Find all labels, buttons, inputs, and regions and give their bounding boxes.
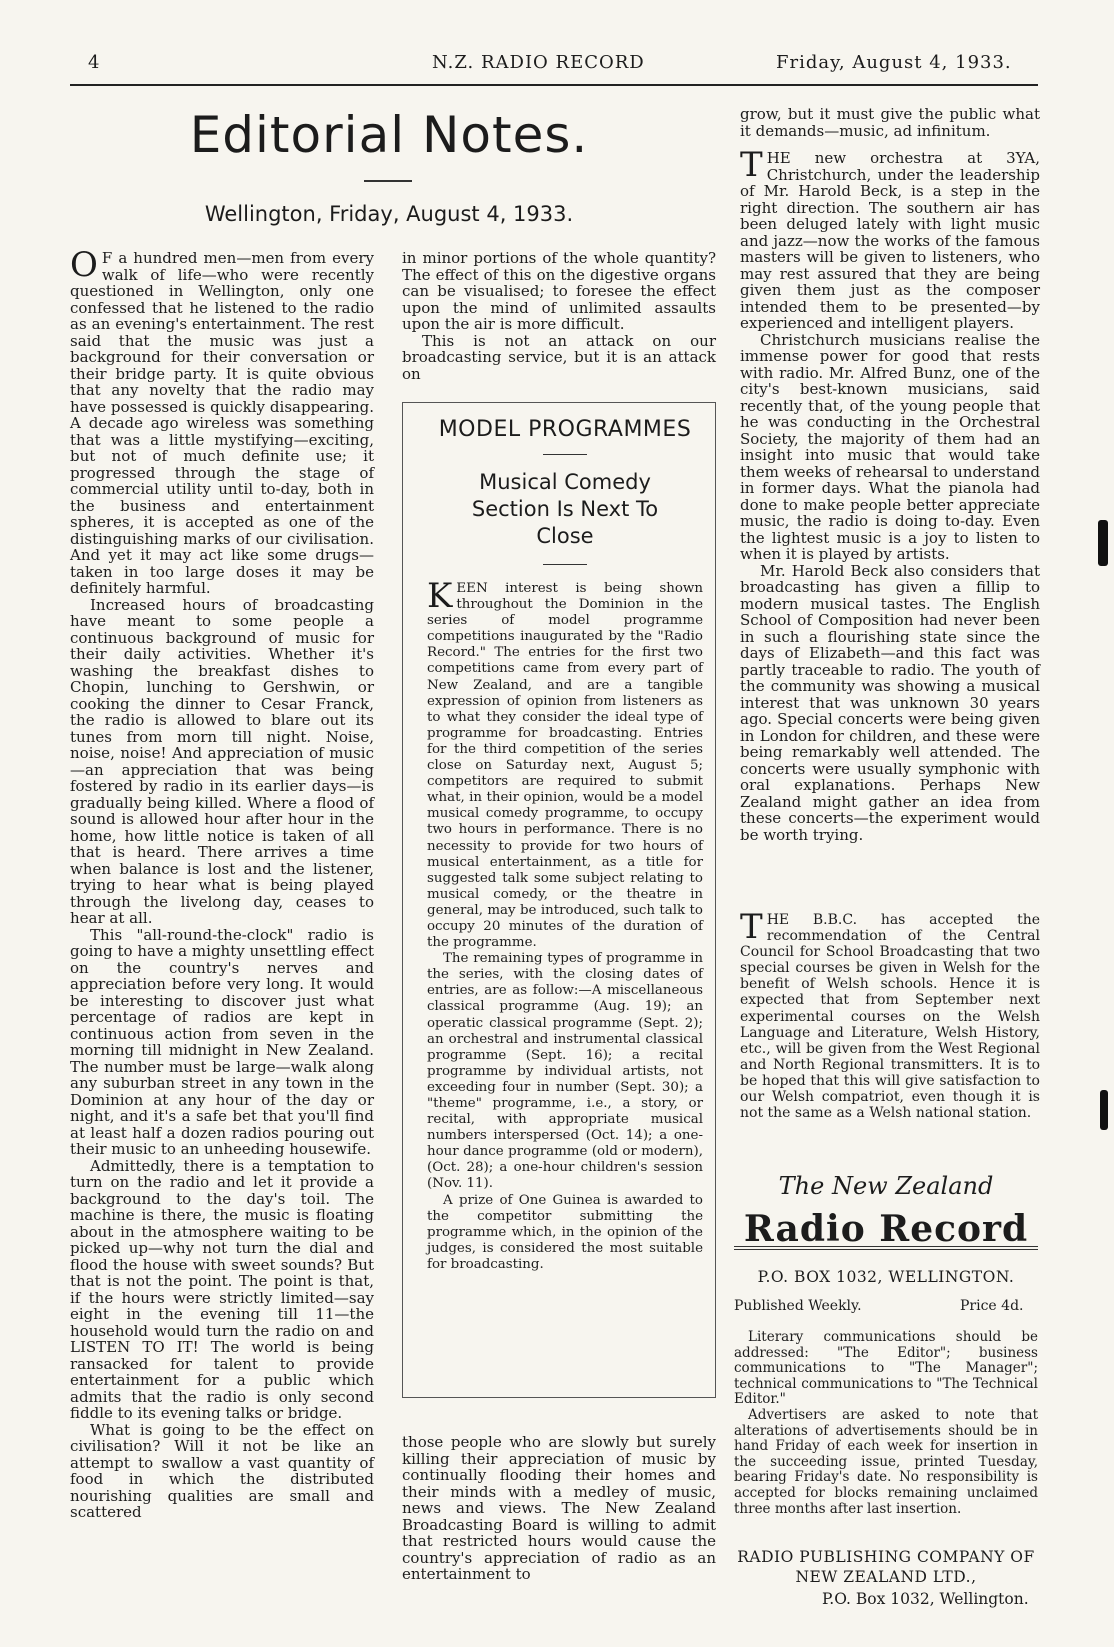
orchestra-paragraph: Mr. Harold Beck also considers that broadcasting has given a fillip to modern musical tastes. The English School of Composition had never been in such a flourishing state since the days of Elizabeth—and this fact was partly traceable to radio. The youth of the community was showing a musical interest that was unknown 30 years ago. Special concerts were being given in London for children, and these were being remarkably well attended. The concerts were usually symphonic with oral explanations. Perhaps New Zealand might gather an idea from these concerts—the experiment would be worth trying. <box>740 561 1040 844</box>
editorial-paragraph: those people who are slowly but surely killing their appreciation of music by continually flooding their homes and their minds with a medley of music, news and views. The New Zealand Broadcasting Board is willing to admit that restricted hours would cause the country's appreciation of radio as an entertainment to <box>402 1433 716 1583</box>
editorial-paragraph: This "all-round-the-clock" radio is going to have a mighty unsettling effect on the country's nerves and appreciation before very long. It would be interesting to discover just what percentage of radios are kept in continuous action from seven in the morning till midnight in New Zealand. The number must be large—walk along any suburban street in any town in the Dominion at any hour of the day or night, and it's a safe bet that you'll find at least half a dozen radios pouring out their music to an unheeding housewife. <box>70 925 374 1158</box>
editorial-title: Editorial Notes. <box>189 106 589 164</box>
publication-name: N.Z. RADIO RECORD <box>432 52 645 73</box>
editorial-paragraph: This is not an attack on our broadcasting service, but it is an attack on <box>402 331 716 383</box>
editorial-column-1 <box>70 245 374 1635</box>
masthead-the-new-zealand: The New Zealand <box>778 1172 994 1200</box>
box-paragraph: KEEN interest is being shown throughout the Dominion in the series of model programme competitions inaugurated by the "Radio Record." The entries for the first two competitions came from every part of New Zealand, and are a tangible expression of opinion from listeners as to what they consider the ideal type of programme for broadcasting. Entries for the third competition of the series close on Saturday next, August 5; competitors are required to submit what, in their opinion, would be a model musical comedy programme, to occupy two hours in performance. There is no necessity to provide for two hours of musical entertainment, as a title for suggested talk some subject relating to musical comedy, or the theatre in general, may be introduced, such talk to occupy 20 minutes of the duration of the programme. <box>427 576 703 951</box>
editorial-column-2-bottom <box>402 1434 716 1634</box>
model-programmes-subtitle: Musical Comedy Section Is Next To Close <box>471 470 659 548</box>
editorial-paragraph: Increased hours of broadcasting have meant to some people a continuous background of music for their daily activities. Whether it's washing the breakfast dishes to Chopin, lunching to Gershwin, or cooking the dinner to Cesar Franck, the radio is allowed to blare out its tunes from morn till night. Noise, noise, noise! And appreciation of music—an appreciation that was being fostered by radio in its earlier days—is gradually being killed. Where a flood of sound is allowed hour after hour in the home, how little notice is taken of all that is heard. There arrives a time when balance is lost and the listener, trying to hear what is being played through the livelong day, ceases to hear at all. <box>70 595 374 927</box>
page-number: 4 <box>88 52 101 73</box>
masthead-notices <box>734 1330 1038 1515</box>
masthead-price: Price 4d. <box>960 1298 1024 1314</box>
orchestra-paragraph: Christchurch musicians realise the immense power for good that rests with radio. Mr. Alfred Bunz, one of the city's best-known musicians, said recently that, of the young people that he was conducting in the Orchestral Society, the majority of them had an insight into music that would take them weeks of rehearsal to understand in former days. What the pianola had done to make people better appreciate music, the radio is doing to-day. Even the lightest music is a joy to listen to when it is played by artists. <box>740 330 1040 563</box>
orchestra-paragraph: THE new orchestra at 3YA, Christchurch, under the leadership of Mr. Harold Beck, is a step in the right direction. The southern air has been deluged lately with light music and jazz—now the works of the famous masters will be given to listeners, who may rest assured that they are being given them just as the composer intended them to be presented—by experienced and intelligent players. <box>740 145 1040 332</box>
editorial-paragraph: in minor portions of the whole quantity? The effect of this on the digestive organs can be visualised; to foresee the effect upon the mind of unlimited assaults upon the air is more difficult. <box>402 249 716 333</box>
masthead-published: Published Weekly. <box>734 1298 862 1314</box>
bbc-note <box>740 907 1040 1212</box>
box-divider <box>543 454 587 455</box>
masthead-notice: Advertisers are asked to note that alterations of advertisements should be in hand Friday of each week for insertion in the succeeding issue, printed Tuesday, bearing Friday's date. No responsibility is accepted for blocks remaining unclaimed three months after last insertion. <box>734 1406 1038 1517</box>
bbc-paragraph: THE B.B.C. has accepted the recommendation of the Central Council for School Broadcasting that two special courses be given in Welsh for the benefit of Welsh schools. Hence it is expected that from September next experimental courses on the Welsh Language and Literature, Welsh History, etc., will be given from the West Regional and North Regional transmitters. It is to be hoped that this will give satisfaction to our Welsh compatriot, even though it is not the same as a Welsh national station. <box>740 907 1040 1122</box>
masthead-po-box: P.O. BOX 1032, WELLINGTON. <box>757 1268 1015 1286</box>
issue-date: Friday, August 4, 1933. <box>776 52 1012 73</box>
model-programmes-box <box>402 402 716 1398</box>
header-rule <box>70 84 1038 86</box>
editorial-paragraph: Admittedly, there is a temptation to turn on the radio and let it provide a background to the day's toil. The machine is there, the music is floating about in the atmosphere waiting to be picked up—why not turn the dial and flood the house with sweet sounds? But that is not the point. The point is that, if the hours were strictly limited—say eight in the evening till 11—the household would turn the radio on and LISTEN TO IT! The world is being ransacked for talent to provide entertainment for a public which admits that the radio is only second fiddle to its evening talks or bridge. <box>70 1156 374 1422</box>
company-po-box: P.O. Box 1032, Wellington. <box>822 1590 1029 1608</box>
editorial-paragraph: What is going to be the effect on civilisation? Will it not be like an attempt to swallow a vast quantity of food in which the distributed nourishing qualities are small and scattered <box>70 1420 374 1521</box>
masthead-notice: Literary communications should be addressed: "The Editor"; business communications to "The Manager"; technical communications to "The Technical Editor." <box>734 1329 1038 1408</box>
box-paragraph: The remaining types of programme in the series, with the closing dates of entries, are as follow:—A miscellaneous classical programme (Aug. 19); an operatic classical programme (Sept. 2); an orchestral and instrumental classical programme (Sept. 16); a recital programme by individual artists, not exceeding four in number (Sept. 30); a "theme" programme, i.e., a story, or recital, with appropriate musical numbers interspersed (Oct. 14); a one-hour dance programme (old or modern), (Oct. 28); a one-hour children's session (Nov. 11). <box>427 951 703 1192</box>
editorial-column-3 <box>740 106 1040 142</box>
model-programmes-title: MODEL PROGRAMMES <box>438 417 692 442</box>
company-name-line-2: NEW ZEALAND LTD., <box>795 1568 977 1586</box>
editorial-column-2-top <box>402 249 716 383</box>
company-name: RADIO PUBLISHING COMPANY OF <box>737 1548 1035 1566</box>
margin-mark <box>1098 520 1108 566</box>
editorial-paragraph: OF a hundred men—men from every walk of life—who were recently questioned in Wellington, only one confessed that he listened to the radio as an evening's entertainment. The rest said that the music was just a background for their conversation or their bridge party. It is quite obvious that any novelty that the radio may have possessed is quickly disappearing. A decade ago wireless was something that was a little mystifying—exciting, but not of much definite use; it progressed through the stage of commercial utility until to-day, both in the business and entertainment spheres, it is accepted as one of the distinguishing marks of our civilisation. And yet it may act like some drugs—taken in too large doses it may be definitely harmful. <box>70 245 374 597</box>
margin-mark <box>1100 1090 1108 1130</box>
orchestra-note <box>740 145 1040 880</box>
masthead-radio-record: Radio Record <box>743 1208 1029 1250</box>
editorial-paragraph: grow, but it must give the public what it demands—music, ad infinitum. <box>740 105 1040 140</box>
title-divider <box>364 180 412 182</box>
editorial-dateline: Wellington, Friday, August 4, 1933. <box>204 202 574 226</box>
box-paragraph: A prize of One Guinea is awarded to the competitor submitting the programme which, in the opinion of the judges, is considered the most suitable for broadcasting. <box>427 1192 703 1272</box>
box-divider <box>543 564 587 565</box>
